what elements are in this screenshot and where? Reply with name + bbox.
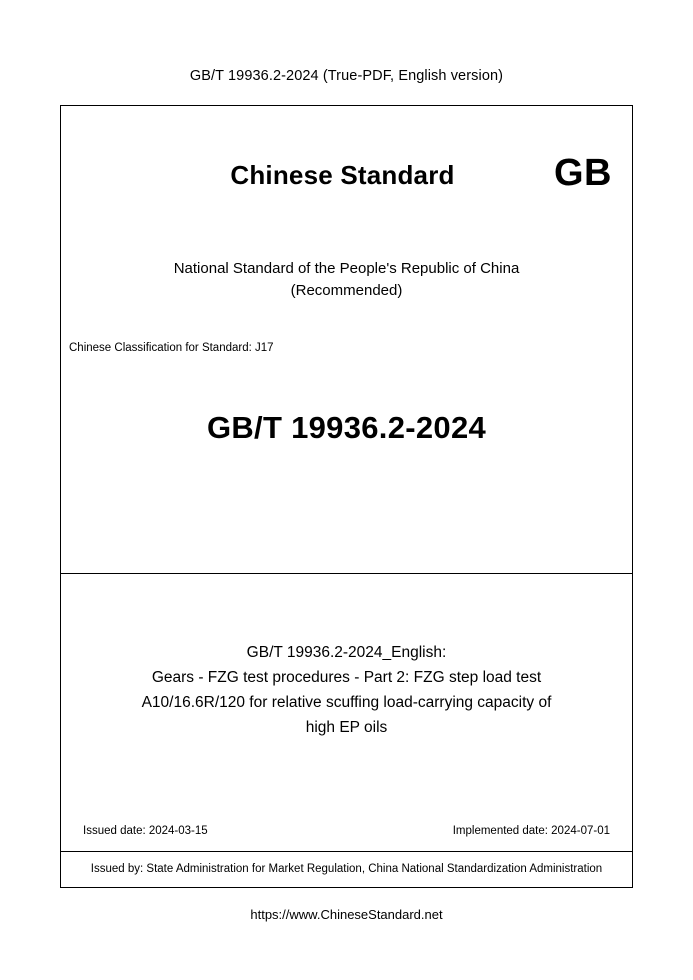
english-title-line: GB/T 19936.2-2024_English: <box>246 644 447 661</box>
recommended-line: (Recommended) <box>290 281 403 299</box>
cover-frame <box>60 105 633 888</box>
issued-date: Issued date: 2024-03-15 <box>83 825 208 837</box>
english-title-line: A10/16.6R/120 for relative scuffing load-carrying capacity of <box>141 694 552 712</box>
page-title: GB/T 19936.2-2024 (True-PDF, English version) <box>189 68 504 84</box>
cover-main-title: Chinese Standard <box>230 160 455 190</box>
issued-by: Issued by: State Administration for Market Regulation, China National Standardization Administration <box>90 863 603 875</box>
english-title-line: Gears - FZG test procedures - Part 2: FZG step load test <box>151 669 542 687</box>
dates-row <box>83 825 610 837</box>
gb-logo-mark: GB <box>554 152 612 194</box>
national-standard-line: National Standard of the People's Republic of China <box>173 260 520 277</box>
cover-title-row <box>61 106 632 192</box>
classification-line: Chinese Classification for Standard: J17 <box>69 341 274 354</box>
english-title-line: high EP oils <box>305 719 388 737</box>
footer-link[interactable]: https://www.ChineseStandard.net <box>250 907 443 923</box>
standard-number: GB/T 19936.2-2024 <box>206 409 487 445</box>
implemented-date: Implemented date: 2024-07-01 <box>452 825 610 837</box>
cover-upper-block <box>61 106 632 574</box>
english-title <box>83 574 610 740</box>
cover-lower-block <box>61 574 632 852</box>
